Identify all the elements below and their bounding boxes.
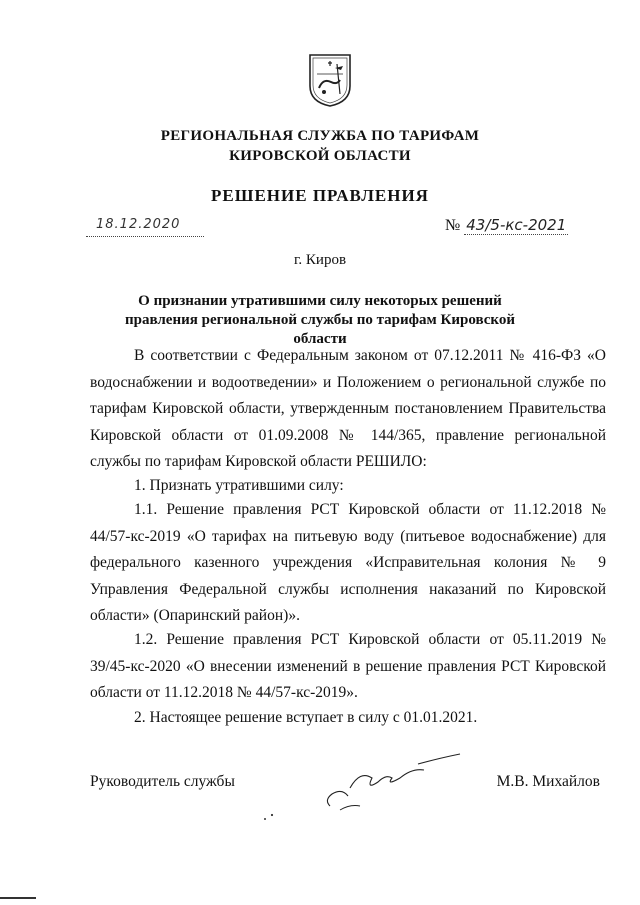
city-line: г. Киров bbox=[293, 252, 347, 268]
handwritten-signature bbox=[320, 748, 470, 818]
signatory-position: Руководитель службы bbox=[90, 773, 235, 790]
item-1-2-paragraph: 1.2. Решение правления РСТ Кировской области от 05.11.2019 № 39/45-кс-2020 «О внесении изменений в решение правления РСТ Кировской области от 11.12.2018 № 44/57-кс-2019». bbox=[90, 631, 606, 701]
decision-date-field bbox=[86, 217, 204, 237]
decision-number-handwritten: 43/5-кс-2021 bbox=[466, 216, 567, 234]
preamble-paragraph: В соответствии с Федеральным законом от 07.12.2011 № 416-ФЗ «О водоснабжении и водоотведении» и Положением о региональной службе по тарифам Кировской области, утвержденным постановлением Правительства Кировской области от 01.09.2008 № 144/365, правление региональной службы по тарифам Кировской области РЕШИЛО: bbox=[90, 347, 606, 470]
decision-date-handwritten: 18.12.2020 bbox=[96, 217, 181, 232]
scan-edge-mark bbox=[0, 897, 36, 899]
item-1-paragraph: 1. Признать утратившими силу: bbox=[134, 477, 344, 494]
document-type-title: РЕШЕНИЕ ПРАВЛЕНИЯ bbox=[211, 186, 429, 205]
kirov-coat-of-arms-icon bbox=[307, 52, 353, 108]
organization-name-line2: КИРОВСКОЙ ОБЛАСТИ bbox=[229, 148, 411, 164]
signatory-name: М.В. Михайлов bbox=[496, 773, 600, 790]
decision-subject: О признании утратившими силу некоторых решений правления региональной службы по тарифам Кировской области bbox=[124, 293, 516, 347]
organization-name-line1: РЕГИОНАЛЬНАЯ СЛУЖБА ПО ТАРИФАМ bbox=[160, 128, 480, 144]
item-2-paragraph: 2. Настоящее решение вступает в силу с 01.01.2021. bbox=[134, 709, 478, 726]
item-1-1-paragraph: 1.1. Решение правления РСТ Кировской области от 11.12.2018 № 44/57-кс-2019 «О тарифах на питьевую воду (питьевое водоснабжение) для федерального казенного учреждения «Исправительная колония № 9 Управления Федеральной службы исполнения наказаний по Кировской области» (Опаринский район)». bbox=[90, 501, 606, 624]
decision-number-field bbox=[445, 216, 568, 235]
scan-speck bbox=[262, 812, 282, 822]
number-sign: № bbox=[445, 217, 461, 234]
